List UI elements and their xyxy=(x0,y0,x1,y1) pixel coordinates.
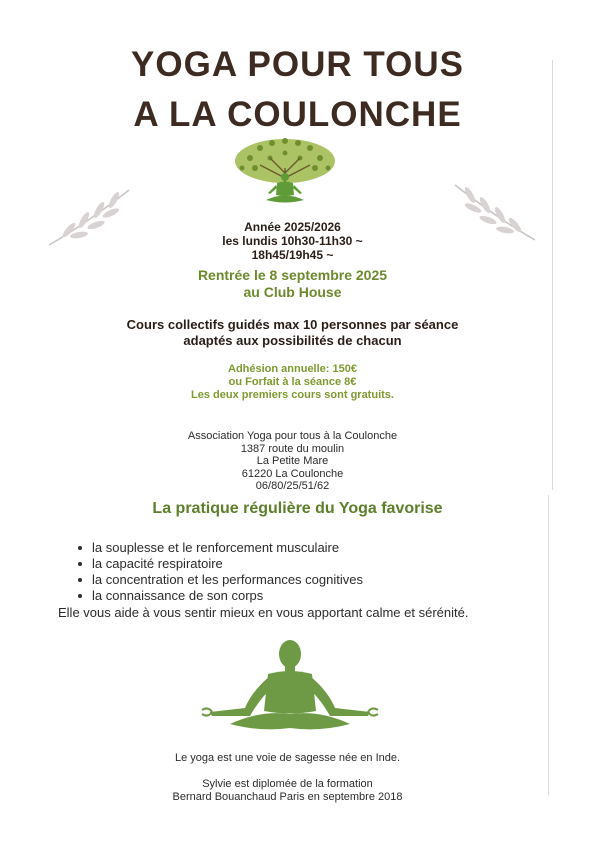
page-edge-line-lower xyxy=(548,495,549,795)
association-name: Association Yoga pour tous à la Coulonche xyxy=(187,430,398,442)
tree-meditator-icon xyxy=(230,133,340,213)
schedule-times-1: les lundis 10h30-11h30 ~ xyxy=(222,234,363,248)
association-address-2: La Petite Mare xyxy=(256,455,329,467)
adhesion-session: ou Forfait à la séance 8€ xyxy=(228,376,357,388)
list-item: la connaissance de son corps xyxy=(78,588,363,604)
benefits-list xyxy=(78,540,363,604)
rentree-place: au Club House xyxy=(243,284,342,300)
rentree-date: Rentrée le 8 septembre 2025 xyxy=(197,267,388,283)
list-item: la concentration et les performances cognitives xyxy=(78,572,363,588)
adhesion-block xyxy=(0,363,585,402)
schedule-times-2: 18h45/19h45 ~ xyxy=(251,248,334,262)
list-item: la capacité respiratoire xyxy=(78,556,363,572)
title-line-2: A LA COULONCHE xyxy=(133,95,462,134)
association-city: 61220 La Coulonche xyxy=(241,467,344,480)
cours-block xyxy=(0,317,585,349)
sylvie-line-2: Bernard Bouanchaud Paris en septembre 2018 xyxy=(172,791,403,803)
association-address-1: 1387 route du moulin xyxy=(240,442,345,455)
schedule-year: Année 2025/2026 xyxy=(244,220,341,234)
adhesion-free: Les deux premiers cours sont gratuits. xyxy=(191,389,394,401)
adhesion-annual: Adhésion annuelle: 150€ xyxy=(228,363,357,375)
sagesse-text: Le yoga est une voie de sagesse née en Inde. xyxy=(174,752,401,764)
sylvie-line-1: Sylvie est diplomée de la formation xyxy=(202,778,373,790)
cours-line-1: Cours collectifs guidés max 10 personnes par séance xyxy=(126,317,459,332)
benefits-conclusion: Elle vous aide à vous sentir mieux en vous apportant calme et sérénité. xyxy=(58,605,469,620)
association-phone: 06/80/25/51/62 xyxy=(255,480,330,492)
benefits-heading: La pratique régulière du Yoga favorise xyxy=(152,500,443,517)
association-block xyxy=(0,430,585,493)
list-item: la souplesse et le renforcement musculaire xyxy=(78,540,363,556)
title-line-1: YOGA POUR TOUS xyxy=(131,45,464,84)
rentree-block xyxy=(0,267,585,301)
schedule-block xyxy=(0,220,585,262)
sylvie-block xyxy=(0,778,575,804)
meditator-silhouette-icon xyxy=(190,636,390,746)
cours-line-2: adaptés aux possibilités de chacun xyxy=(183,333,402,348)
